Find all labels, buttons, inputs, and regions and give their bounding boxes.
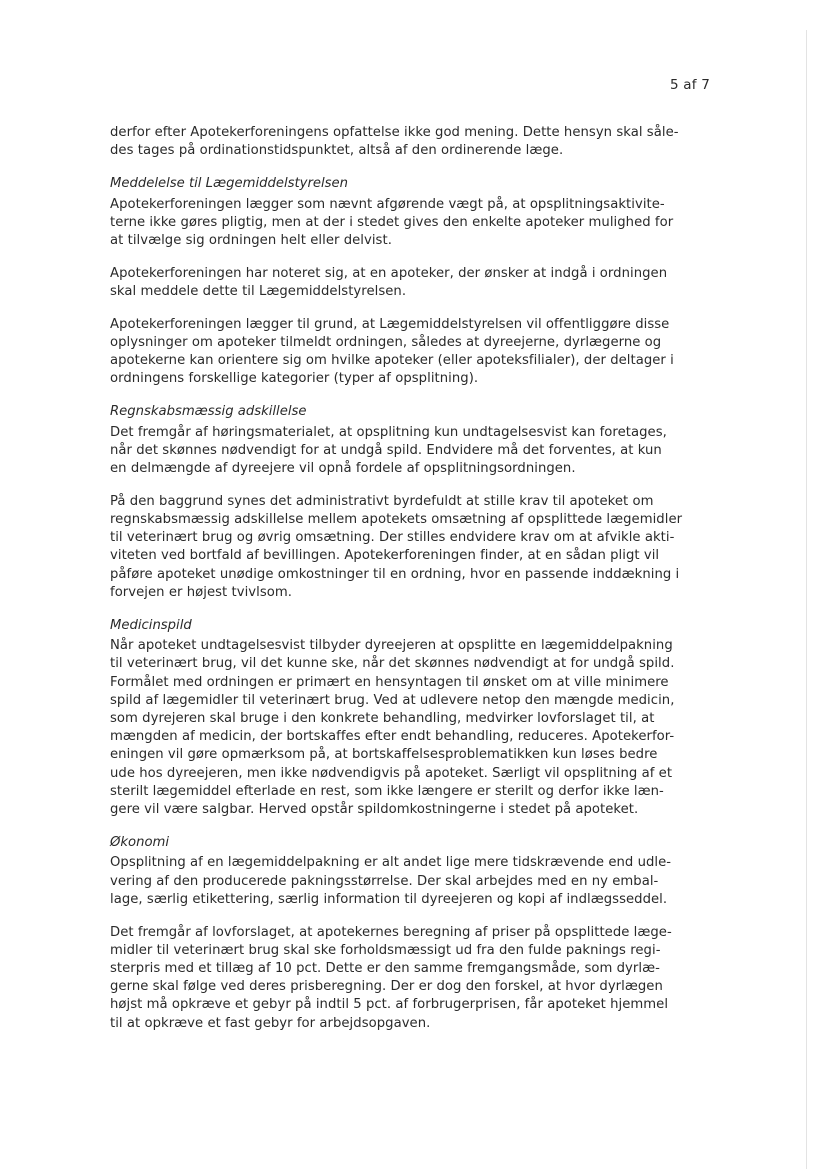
paragraph: Opsplitning af en lægemiddelpakning er alt andet lige mere tidskrævende end udle- vering af den producerede pakningsstørrelse. Der skal arbejdes med en ny embal- lage, særlig etikettering, særlig information til dyreejeren og kopi af indlægsseddel. [110, 855, 672, 907]
section-okonomi [110, 834, 712, 1033]
page-edge-line [806, 30, 807, 1169]
paragraph: Apotekerforeningen lægger som nævnt afgørende vægt på, at opsplitningsaktivite- terne ikke gøres pligtig, men at der i stedet gives den enkelte apoteker mulighed for at tilvælge sig ordningen helt eller delvist. [110, 196, 674, 249]
paragraph: Apotekerforeningen har noteret sig, at en apoteker, der ønsker at indgå i ordningen skal meddele dette til Lægemiddelstyrelsen. [110, 265, 668, 299]
section-regnskab [110, 403, 712, 602]
paragraph: Det fremgår af høringsmaterialet, at opsplitning kun undtagelsesvist kan foretages, når det skønnes nødvendigt for at undgå spild. Endvidere må det forventes, at kun en delmængde af dyreejere vil opnå fordele af opsplitningsordningen. [110, 424, 667, 477]
section-heading: Økonomi [110, 835, 170, 851]
document-body [110, 124, 712, 1033]
section-heading: Medicinspild [110, 617, 192, 633]
section-medicinspild [110, 617, 712, 819]
section-meddelelse [110, 175, 712, 388]
intro-paragraph: derfor efter Apotekerforeningens opfattelse ikke god mening. Dette hensyn skal såle- des tages på ordinationstidspunktet, altså af den ordinerende læge. [110, 125, 679, 159]
paragraph: På den baggrund synes det administrativt byrdefuldt at stille krav til apoteket om regnskabsmæssig adskillelse mellem apotekets omsætning af opsplittede lægemidler til veterinært brug og øvrig omsætning. Der stilles endvidere krav om at afvikle akti- viteten ved bortfald af bevillingen. Apotekerforeningen finder, at en sådan pligt vil påføre apoteket unødige omkostninger til en ordning, hvor en passende inddækning i forvejen er højest tvivlsom. [110, 493, 683, 600]
section-heading: Meddelelse til Lægemiddelstyrelsen [110, 176, 349, 192]
page-number: 5 af 7 [670, 77, 710, 93]
section-heading: Regnskabsmæssig adskillelse [110, 404, 307, 420]
paragraph: Apotekerforeningen lægger til grund, at Lægemiddelstyrelsen vil offentliggøre disse oplysninger om apoteker tilmeldt ordningen, således at dyreejerne, dyrlægerne og apotekerne kan orientere sig om hvilke apoteker (eller apoteksfilialer), der deltager i ordningens forskellige kategorier (typer af opsplitning). [110, 316, 674, 387]
paragraph: Når apoteket undtagelsesvist tilbyder dyreejeren at opsplitte en lægemiddelpakning til veterinært brug, vil det kunne ske, når det skønnes nødvendigt at for undgå spild. Formålet med ordningen er primært en hensyntagen til ønsket om at ville minimere spild af lægemidler til veterinært brug. Ved at udlevere netop den mængde medicin, som dyrejeren skal bruge i den konkrete behandling, medvirker lovforslaget til, at mængden af medicin, der bortskaffes efter endt behandling, reduceres. Apotekerfor- eningen vil gøre opmærksom på, at bortskaffelsesproblematikken kun løses bedre ude hos dyreejeren, men ikke nødvendigvis på apoteket. Særligt vil opsplitning af et sterilt lægemiddel efterlade en rest, som ikke længere er sterilt og derfor ikke læn- gere vil være salgbar. Herved opstår spildomkostningerne i stedet på apoteket. [110, 638, 675, 817]
paragraph: Det fremgår af lovforslaget, at apotekernes beregning af priser på opsplittede læge- midler til veterinært brug skal ske forholdsmæssigt ud fra den fulde paknings regi- sterpris med et tillæg af 10 pct. Dette er den samme fremgangsmåde, som dyrlæ- gerne skal følge ved deres prisberegning. Der er dog den forskel, at hvor dyrlægen højst må opkræve et gebyr på indtil 5 pct. af forbrugerprisen, får apoteket hjemmel til at opkræve et fast gebyr for arbejdsopgaven. [110, 924, 672, 1031]
